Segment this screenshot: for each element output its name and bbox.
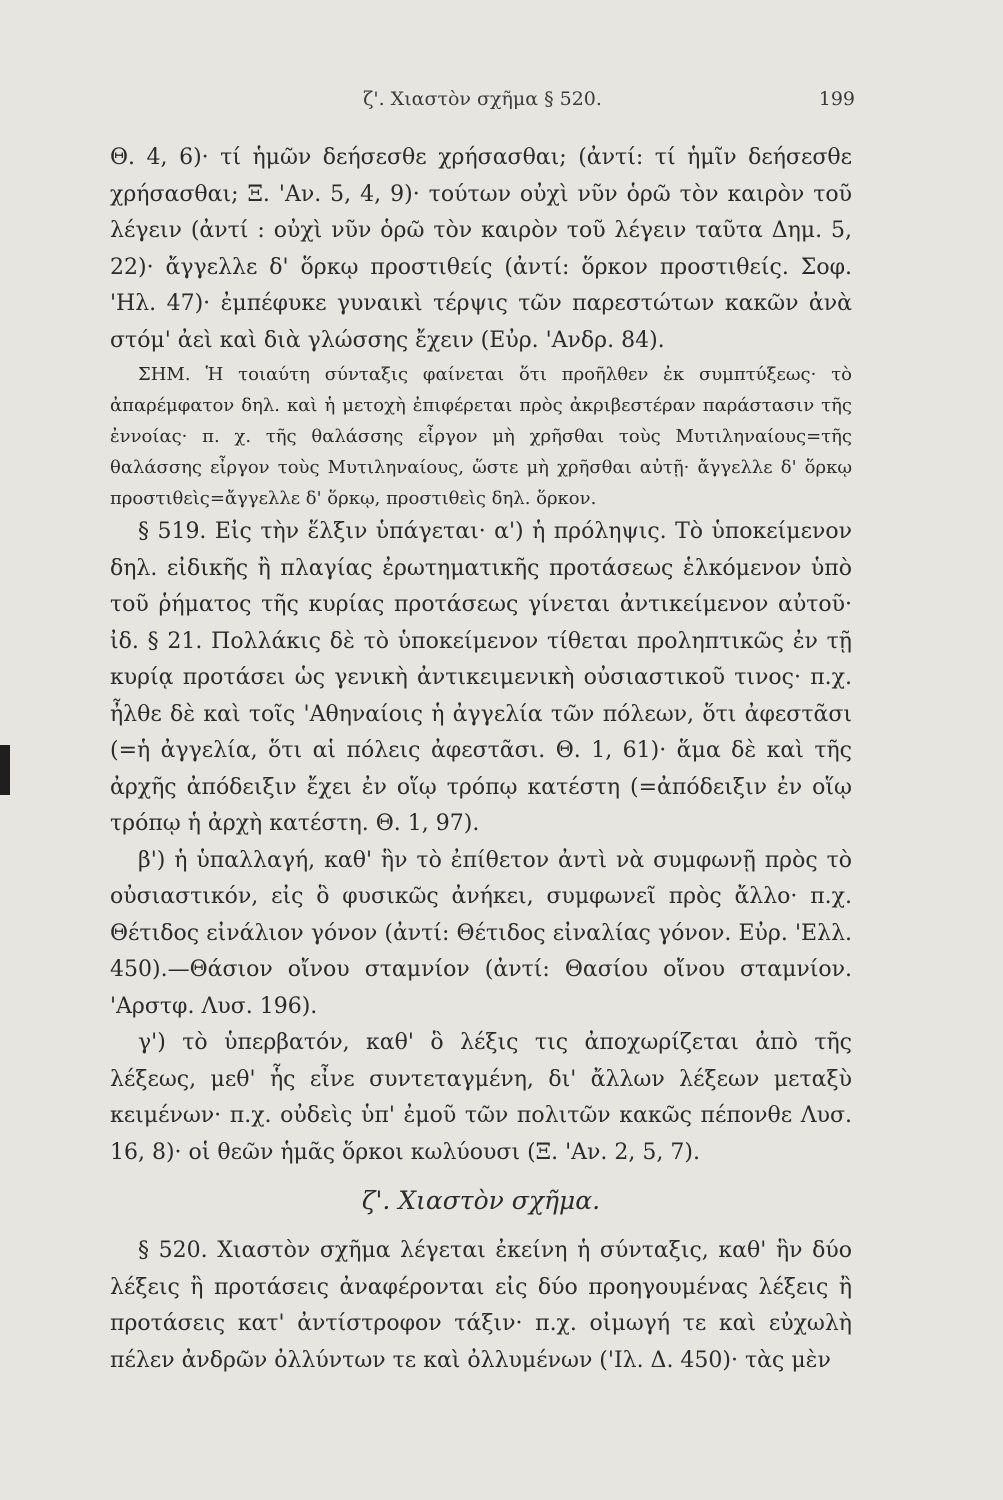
continued-paragraph: Θ. 4, 6)· τί ἡμῶν δεήσεσθε χρήσασθαι; (ἀντί: τί ἡμῖν δεήσεσθε χρήσασθαι; Ξ. 'Αν. 5, 4, 9)· τούτων οὐχὶ νῦν ὁρῶ τὸν καιρὸν τοῦ λέγειν (ἀντί : οὐχὶ νῦν ὁρῶ τὸν καιρὸν τοῦ λέγειν ταῦτα Δημ. 5, 22)· ἄγγελλε δ' ὅρκῳ προστιθείς (ἀντί: ὅρκον προστιθείς. Σοφ. 'Ηλ. 47)· ἐμπέφυκε γυναικὶ τέρψις τῶν παρεστώτων κακῶν ἀνὰ στόμ' ἀεὶ καὶ διὰ γλώσσης ἔχειν (Εὐρ. 'Ανδρ. 84). xyxy=(110,145,852,353)
page-edge-mark xyxy=(0,745,10,795)
page-number: 199 xyxy=(818,88,855,110)
page-header xyxy=(110,88,855,116)
hypallage-paragraph: β') ἡ ὑπαλλαγή, καθ' ἣν τὸ ἐπίθετον ἀντὶ νὰ συμφωνῇ πρὸς τὸ οὐσιαστικόν, εἰς ὃ φυσικῶς ἀνήκει, συμφωνεῖ πρὸς ἄλλο· π.χ. Θέτιδος εἰνάλιον γόνον (ἀντί: Θέτιδος εἰναλίας γόνον. Εὐρ. 'Ελλ. 450).—Θάσιον οἴνου σταμνίον (ἀντί: Θασίου οἴνου σταμνίον. 'Αρστφ. Λυσ. 196). xyxy=(110,847,852,1019)
hyperbaton-paragraph: γ') τὸ ὑπερβατόν, καθ' ὃ λέξις τις ἀποχωρίζεται ἀπὸ τῆς λέξεως, μεθ' ἧς εἶνε συντεταγμένη, δι' ἄλλων λέξεων μεταξὺ κειμένων· π.χ. οὐδεὶς ὑπ' ἐμοῦ τῶν πολιτῶν κακῶς πέπονθε Λυσ. 16, 8)· οἱ θεῶν ἡμᾶς ὅρκοι κωλύουσι (Ξ. 'Αν. 2, 5, 7). xyxy=(110,1030,852,1165)
section-520-paragraph: § 520. Χιαστὸν σχῆμα λέγεται ἐκείνη ἡ σύνταξις, καθ' ἣν δύο λέξεις ἢ προτάσεις ἀναφέρονται εἰς δύο προηγουμένας λέξεις ἢ προτάσεις κατ' ἀντίστροφον τάξιν· π.χ. οἰμωγή τε καὶ εὐχωλὴ πέλεν ἀνδρῶν ὀλλύντων τε καὶ ὀλλυμένων ('Ιλ. Δ. 450)· τὰς μὲν xyxy=(110,1238,852,1373)
note-paragraph: ΣΗΜ. Ἡ τοιαύτη σύνταξις φαίνεται ὅτι προῆλθεν ἐκ συμπτύξεως· τὸ ἀπαρέμφατον δηλ. καὶ ἡ μετοχὴ ἐπιφέρεται πρὸς ἀκριβεστέραν παράστασιν τῆς ἐννοίας· π. χ. τῆς θαλάσσης εἶργον μὴ χρῆσθαι τοὺς Μυτιληναίους=τῆς θαλάσσης εἶργον τοὺς Μυτιληναίους, ὥστε μὴ χρῆσθαι αὐτῇ· ἄγγελλε δ' ὅρκῳ προστιθεὶς=ἄγγελλε δ' ὅρκῳ, προστιθεὶς δηλ. ὅρκον. xyxy=(110,364,852,509)
section-519-paragraph: § 519. Εἰς τὴν ἕλξιν ὑπάγεται· α') ἡ πρόληψις. Τὸ ὑποκείμενον δηλ. εἰδικῆς ἢ πλαγίας ἐρωτηματικῆς προτάσεως ἑλκόμενον ὑπὸ τοῦ ῥήματος τῆς κυρίας προτάσεως γίνεται ἀντικείμενον αὐτοῦ· ἰδ. § 21. Πολλάκις δὲ τὸ ὑποκείμενον τίθεται προληπτικῶς ἐν τῇ κυρίᾳ προτάσει ὡς γενικὴ ἀντικειμενικὴ οὐσιαστικοῦ τινος· π.χ. ἦλθε δὲ καὶ τοῖς 'Αθηναίοις ἡ ἀγγελία τῶν πόλεων, ὅτι ἀφεστᾶσι (=ἡ ἀγγελία, ὅτι αἱ πόλεις ἀφεστᾶσι. Θ. 1, 61)· ἅμα δὲ καὶ τῆς ἀρχῆς ἀπόδειξιν ἔχει ἐν οἵῳ τρόπῳ κατέστη (=ἀπόδειξιν ἐν οἵῳ τρόπῳ ἡ ἀρχὴ κατέστη. Θ. 1, 97). xyxy=(110,519,852,836)
page-body xyxy=(110,140,852,1379)
running-head: ζ'. Χιαστὸν σχῆμα § 520. xyxy=(363,88,602,110)
section-title: ζ'. Χιαστὸν σχῆμα. xyxy=(361,1186,601,1215)
